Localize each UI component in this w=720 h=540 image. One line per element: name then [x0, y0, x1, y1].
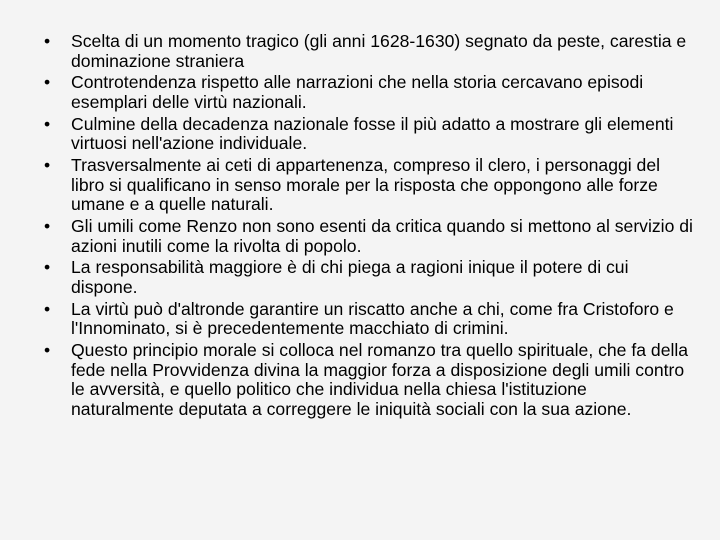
bullet-item — [44, 341, 694, 419]
bullet-item — [44, 258, 694, 297]
bullet-item — [44, 32, 694, 71]
bullet-dot-icon: • — [44, 298, 51, 319]
bullet-text: Scelta di un momento tragico (gli anni 1628-1630) segnato da peste, carestia e dominazione straniera — [71, 31, 687, 71]
bullet-item — [44, 217, 694, 256]
bullet-text: Culmine della decadenza nazionale fosse il più adatto a mostrare gli elementi virtuosi nell'azione individuale. — [71, 113, 674, 154]
bullet-dot-icon: • — [44, 72, 51, 93]
bullet-text: Questo principio morale si colloca nel romanzo tra quello spirituale, che fa della fede nella Provvidenza divina la maggior forza a disposizione degli umili contro le avversità, e quello politico che individua nella chiesa l'istituzione naturalmente deputata a correggere le iniquità sociali con la sua azione. — [71, 340, 689, 419]
bullet-text: Trasversalmente ai ceti di appartenenza, compreso il clero, i personaggi del libro si qualificano in senso morale per la risposta che oppongono alle forze umane e a quelle naturali. — [71, 155, 661, 215]
bullet-dot-icon: • — [44, 31, 51, 51]
bullet-text: La virtù può d'altronde garantire un riscatto anche a chi, come fra Cristoforo e l'Innominato, si è precedentemente macchiato di crimini. — [71, 298, 674, 339]
bullet-dot-icon: • — [44, 257, 51, 278]
bullet-text: La responsabilità maggiore è di chi piega a ragioni inique il potere di cui dispone. — [71, 257, 629, 298]
bullet-text: Controtendenza rispetto alle narrazioni che nella storia cercavano episodi esemplari delle virtù nazionali. — [71, 72, 644, 112]
bullet-list — [44, 32, 694, 422]
bullet-dot-icon: • — [44, 155, 51, 176]
bullet-dot-icon: • — [44, 216, 51, 237]
bullet-dot-icon: • — [44, 340, 51, 361]
bullet-item — [44, 156, 694, 215]
bullet-text: Gli umili come Renzo non sono esenti da critica quando si mettono al servizio di azioni inutili come la rivolta di popolo. — [71, 216, 693, 256]
bullet-dot-icon: • — [44, 113, 51, 134]
bullet-item — [44, 115, 694, 154]
bullet-item — [44, 73, 694, 112]
bullet-item — [44, 300, 694, 339]
